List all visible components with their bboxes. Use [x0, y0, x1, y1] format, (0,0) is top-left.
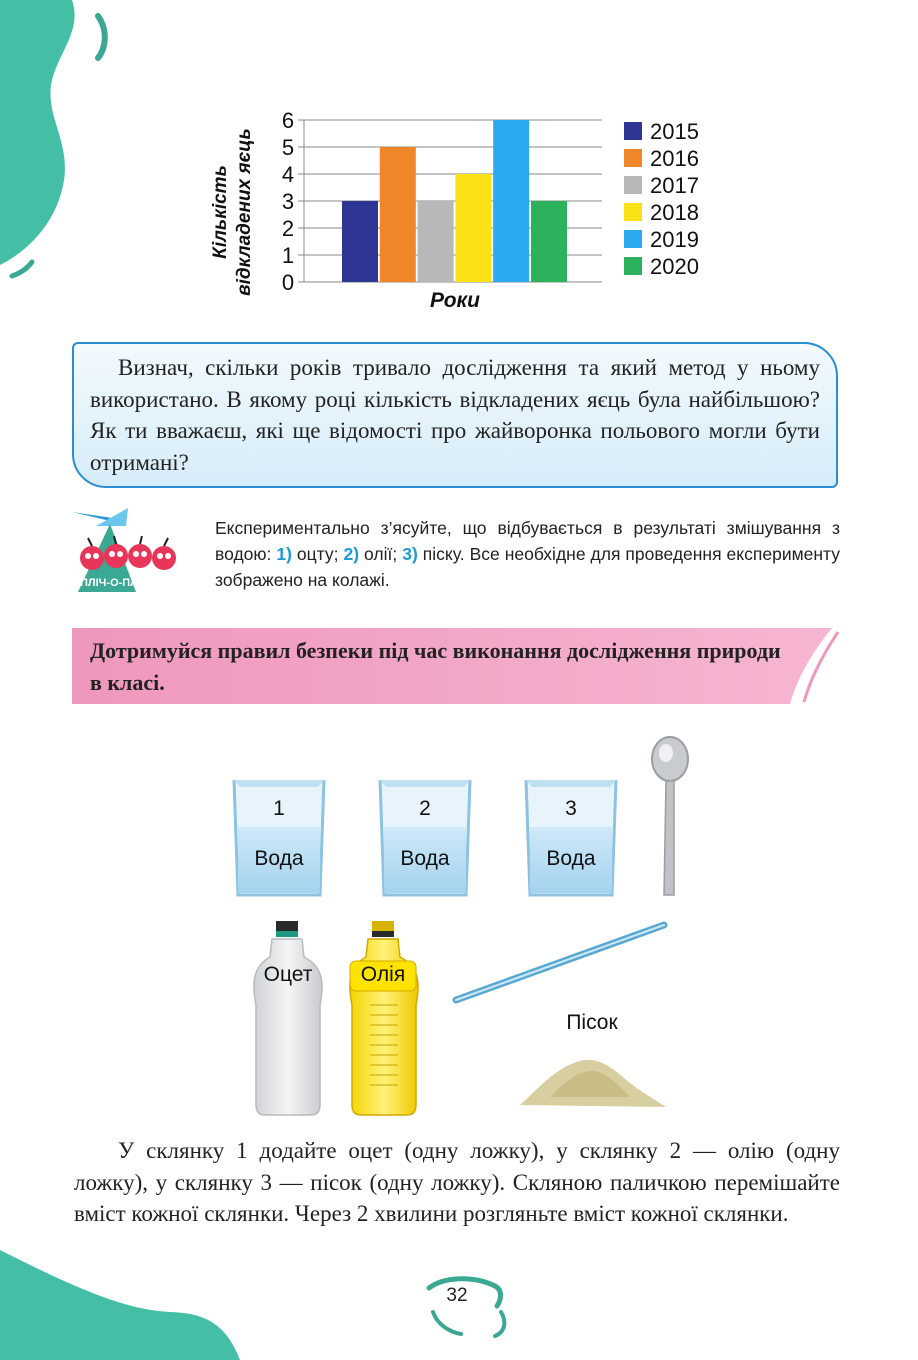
legend-label-2020: 2020 — [650, 254, 699, 279]
bar-chart — [200, 100, 720, 320]
oil-label: Олія — [360, 963, 406, 986]
corner-decoration — [0, 0, 140, 300]
legend-label-2017: 2017 — [650, 173, 699, 198]
y-tick-label: 6 — [281, 108, 295, 133]
pair-work-icon — [66, 506, 196, 598]
glass-1-number: 1 — [273, 797, 285, 820]
task-text: Визнач, скільки років тривало дослідження та який метод у ньому використано. В якому році кількість відкладених яєць була найбільшою? Як ти вважаєш, які ще відомості про жайворонка польового могли бути отримані? — [90, 355, 820, 475]
legend-swatch-2019 — [624, 230, 642, 248]
pair-work-text: Експериментально з’ясуйте, що відбувається в результаті змішування з водою: 1) оцту; 2) олії; 3) піску. Все необхідне для проведення експерименту зображено на колажі. — [215, 518, 840, 590]
y-tick-label: 0 — [281, 270, 295, 295]
bar-2017 — [418, 201, 454, 282]
glass-3-number: 3 — [565, 797, 577, 820]
legend-swatch-2020 — [624, 257, 642, 275]
page-number-decoration — [415, 1272, 515, 1342]
glass-3 — [526, 780, 616, 895]
bar-2018 — [455, 174, 491, 282]
y-tick-label: 5 — [281, 135, 295, 160]
legend-label-2018: 2018 — [650, 200, 699, 225]
bar-2020 — [531, 201, 567, 282]
legend-swatch-2018 — [624, 203, 642, 221]
y-tick-label: 2 — [281, 216, 295, 241]
vinegar-bottle — [254, 921, 322, 1115]
glass-1 — [234, 780, 324, 895]
pair-work-label: ПЛІЧ-О-ПЛІЧ — [80, 577, 149, 589]
legend-swatch-2016 — [624, 149, 642, 167]
glass-1-label: Вода — [254, 847, 304, 870]
glass-2-label: Вода — [400, 847, 450, 870]
bar-2019 — [493, 120, 529, 282]
glass-2-number: 2 — [419, 797, 431, 820]
x-axis-label: Роки — [429, 289, 481, 312]
y-tick-label: 4 — [281, 162, 295, 187]
bottom-wave-decoration — [0, 1250, 260, 1360]
glass-2 — [380, 780, 470, 895]
bar-2016 — [380, 147, 416, 282]
legend-label-2016: 2016 — [650, 146, 699, 171]
sand-label: Пісок — [566, 1011, 618, 1034]
instructions-text: У склянку 1 додайте оцет (одну ложку), у склянку 2 — олію (одну ложку), у склянку 3 — пісок (одну ложку). Скляною паличкою перемішайте вміст кожної склянки. Через 2 хвилини розгляньте вміст кожної склянки. — [74, 1138, 840, 1226]
glass-3-label: Вода — [546, 847, 596, 870]
bugs-icon — [80, 536, 176, 570]
safety-text: Дотримуйся правил безпеки під час виконання дослідження природи в класі. — [90, 638, 781, 695]
sand-pile — [520, 1011, 666, 1107]
legend-swatch-2015 — [624, 122, 642, 140]
y-tick-label: 3 — [281, 189, 295, 214]
legend-swatch-2017 — [624, 176, 642, 194]
oil-bottle — [350, 921, 418, 1115]
legend-label-2015: 2015 — [650, 119, 699, 144]
vinegar-label: Оцет — [263, 963, 313, 986]
y-tick-label: 1 — [281, 243, 295, 268]
page-number: 32 — [446, 1285, 468, 1306]
chart-y-ticks — [282, 108, 294, 295]
experiment-collage — [220, 735, 720, 1120]
y-axis-label: Кількість відкладених яєць — [210, 128, 255, 296]
legend-label-2019: 2019 — [650, 227, 699, 252]
spoon-icon — [652, 737, 688, 895]
bar-2015 — [342, 201, 378, 282]
chart-legend — [624, 119, 699, 279]
